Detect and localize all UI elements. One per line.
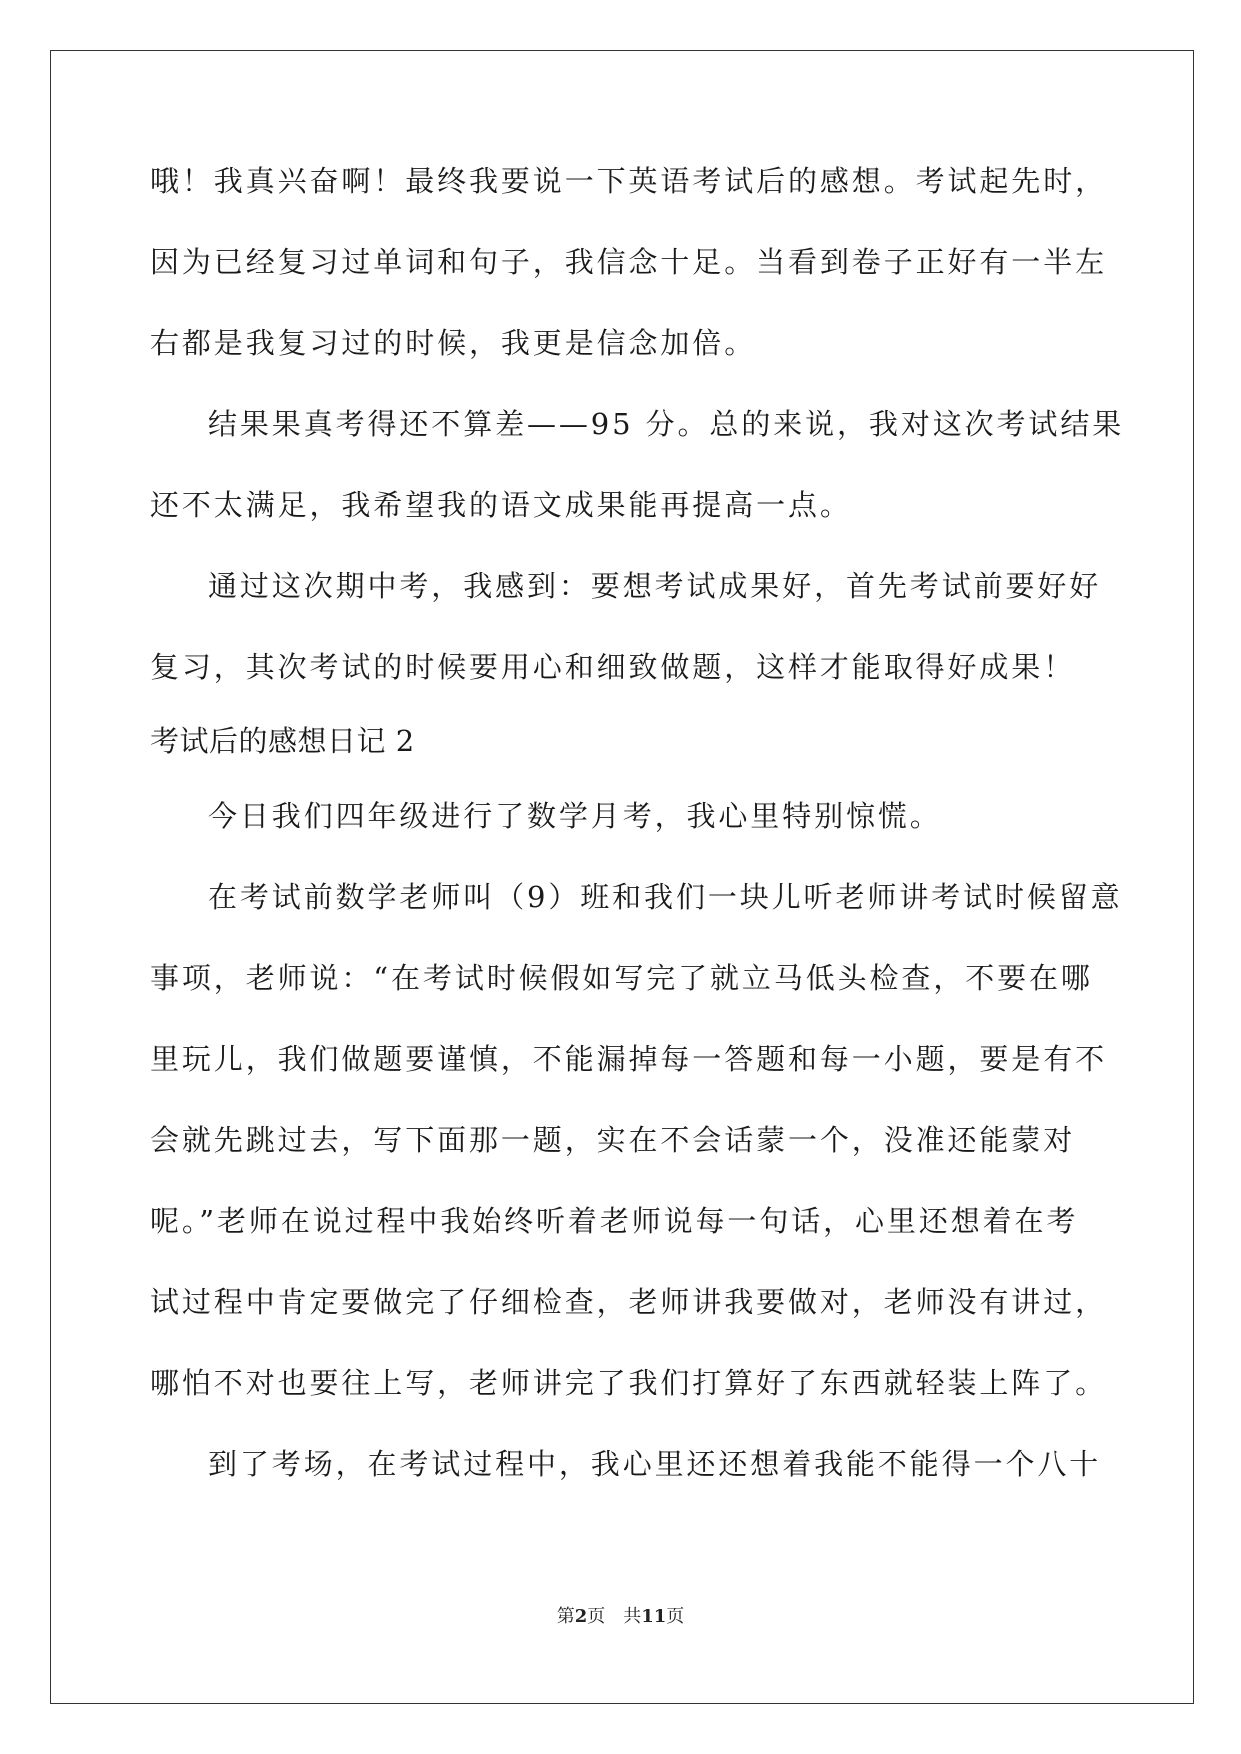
paragraph-line: 事项，老师说：“在考试时候假如写完了就立马低头检查，不要在哪 bbox=[150, 961, 1093, 995]
page-suffix: 页 bbox=[587, 1606, 606, 1627]
paragraph-line: 还不太满足，我希望我的语文成果能再提高一点。 bbox=[150, 488, 852, 522]
page-footer bbox=[0, 1605, 1241, 1629]
paragraph-line: 在考试前数学老师叫（9）班和我们一块儿听老师讲考试时候留意 bbox=[208, 880, 1123, 914]
total-pages: 11 bbox=[641, 1606, 667, 1627]
total-suffix: 页 bbox=[666, 1606, 685, 1627]
paragraph-line: 试过程中肯定要做完了仔细检查，老师讲我要做对，老师没有讲过， bbox=[150, 1285, 1108, 1319]
paragraph-line: 哪怕不对也要往上写，老师讲完了我们打算好了东西就轻装上阵了。 bbox=[150, 1366, 1108, 1400]
section-heading: 考试后的感想日记 2 bbox=[150, 724, 415, 758]
paragraph-line: 里玩儿，我们做题要谨慎，不能漏掉每一答题和每一小题，要是有不 bbox=[150, 1042, 1108, 1076]
paragraph-line: 呢。”老师在说过程中我始终听着老师说每一句话，心里还想着在考 bbox=[150, 1204, 1079, 1238]
paragraph-line: 今日我们四年级进行了数学月考，我心里特别惊慌。 bbox=[208, 799, 942, 833]
paragraph-line: 通过这次期中考，我感到：要想考试成果好，首先考试前要好好 bbox=[208, 569, 1102, 603]
total-prefix: 共 bbox=[623, 1606, 642, 1627]
paragraph-line: 会就先跳过去，写下面那一题，实在不会话蒙一个，没准还能蒙对 bbox=[150, 1123, 1076, 1157]
paragraph-line: 哦！我真兴奋啊！最终我要说一下英语考试后的感想。考试起先时， bbox=[150, 164, 1108, 198]
page-prefix: 第 bbox=[556, 1606, 575, 1627]
paragraph-line: 复习，其次考试的时候要用心和细致做题，这样才能取得好成果！ bbox=[150, 650, 1076, 684]
paragraph-line: 因为已经复习过单词和句子，我信念十足。当看到卷子正好有一半左 bbox=[150, 245, 1108, 279]
paragraph-line: 到了考场，在考试过程中，我心里还还想着我能不能得一个八十 bbox=[208, 1447, 1102, 1481]
page-number: 2 bbox=[574, 1606, 588, 1627]
paragraph-line: 结果果真考得还不算差——95 分。总的来说，我对这次考试结果 bbox=[208, 407, 1125, 441]
paragraph-line: 右都是我复习过的时候，我更是信念加倍。 bbox=[150, 326, 757, 360]
